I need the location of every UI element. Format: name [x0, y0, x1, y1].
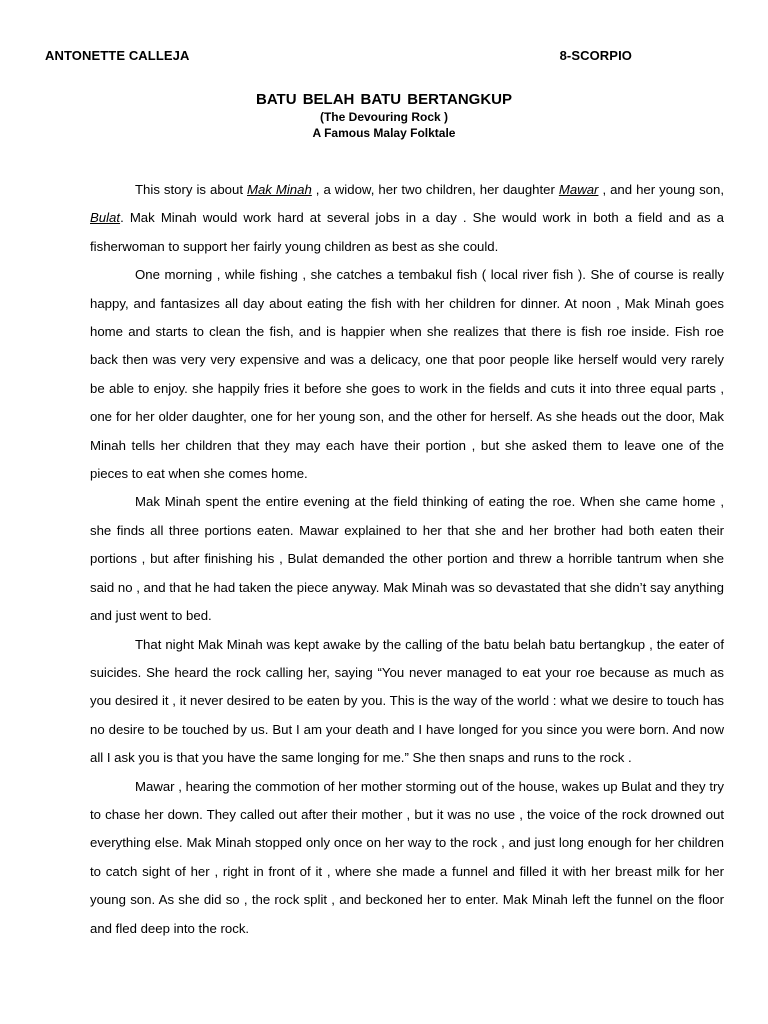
paragraph-1-text-c: , and her young son, [598, 182, 724, 197]
paragraph-5: Mawar , hearing the commotion of her mother storming out of the house, wakes up Bulat and they try to chase her down. They called out after their mother , but it was no use , the voice of the rock drowned out everything else. Mak Minah stopped only once on her way to the rock , and just long enough for her children to catch sight of her , right in front of it , where she made a funnel and filled it with her breast milk for her young son. As she did so , the rock split , and beckoned her to enter. Mak Minah left the funnel on the floor and fled deep into the rock. [90, 778, 724, 936]
document-title: BATU BELAH BATU BERTANGKUP [256, 91, 512, 108]
character-name-mawar: Mawar [558, 182, 599, 197]
title-block [0, 90, 768, 141]
paragraph-3: Mak Minah spent the entire evening at the field thinking of eating the roe. When she came home , she finds all three portions eaten. Mawar explained to her that she and her brother had both eaten their portions , but after finishing his , Bulat demanded the other portion and threw a horrible tantrum when she said no , and that he had taken the piece anyway. Mak Minah was so devastated that she didn’t say anything and just went to bed. [90, 494, 724, 624]
character-name-mak-minah: Mak Minah [246, 182, 312, 197]
paragraph-1-text-b: , a widow, her two children, her daughter [311, 182, 559, 197]
paragraph-2: One morning , while fishing , she catches a tembakul fish ( local river fish ). She of course is really happy, and fantasizes all day about eating the fish with her children for dinner. At noon , Mak Minah goes home and starts to clean the fish, and is happier when she realizes that there is fish roe inside. Fish roe back then was very very expensive and was a delicacy, one that poor people like herself would very rarely be able to enjoy. she happily fries it before she goes to work in the fields and cuts it into three equal parts , one for her older daughter, one for her young son, and the other for herself. As she heads out the door, Mak Minah tells her children that they may each have their portion , but she asked them to leave one of the pieces to eat when she comes home. [90, 267, 724, 482]
paragraph-1-text-a: This story is about [135, 182, 247, 197]
paragraph-1-text-d: . Mak Minah would work hard at several jobs in a day . She would work in both a field and as a fisherwoman to support her fairly young children as best as she could. [90, 210, 724, 254]
author-name: ANTONETTE CALLEJA [45, 48, 190, 63]
header-row [45, 48, 632, 63]
paragraph-4: That night Mak Minah was kept awake by the calling of the batu belah batu bertangkup , the eater of suicides. She heard the rock calling her, saying “You never managed to eat your roe because as much as you desired it , it never desired to be eaten by you. This is the way of the world : what we desire to touch has no desire to be touched by us. But I am your death and I have longed for you since you were born. And now all I ask you is that you have the same longing for me.” She then snaps and runs to the rock . [90, 636, 724, 766]
document-subtitle-2: A Famous Malay Folktale [312, 126, 456, 140]
character-name-bulat: Bulat [90, 210, 121, 226]
paragraph-1 [90, 176, 724, 261]
story-body [90, 176, 724, 943]
document-subtitle: (The Devouring Rock ) [319, 110, 448, 124]
class-name: 8-SCORPIO [559, 48, 632, 63]
